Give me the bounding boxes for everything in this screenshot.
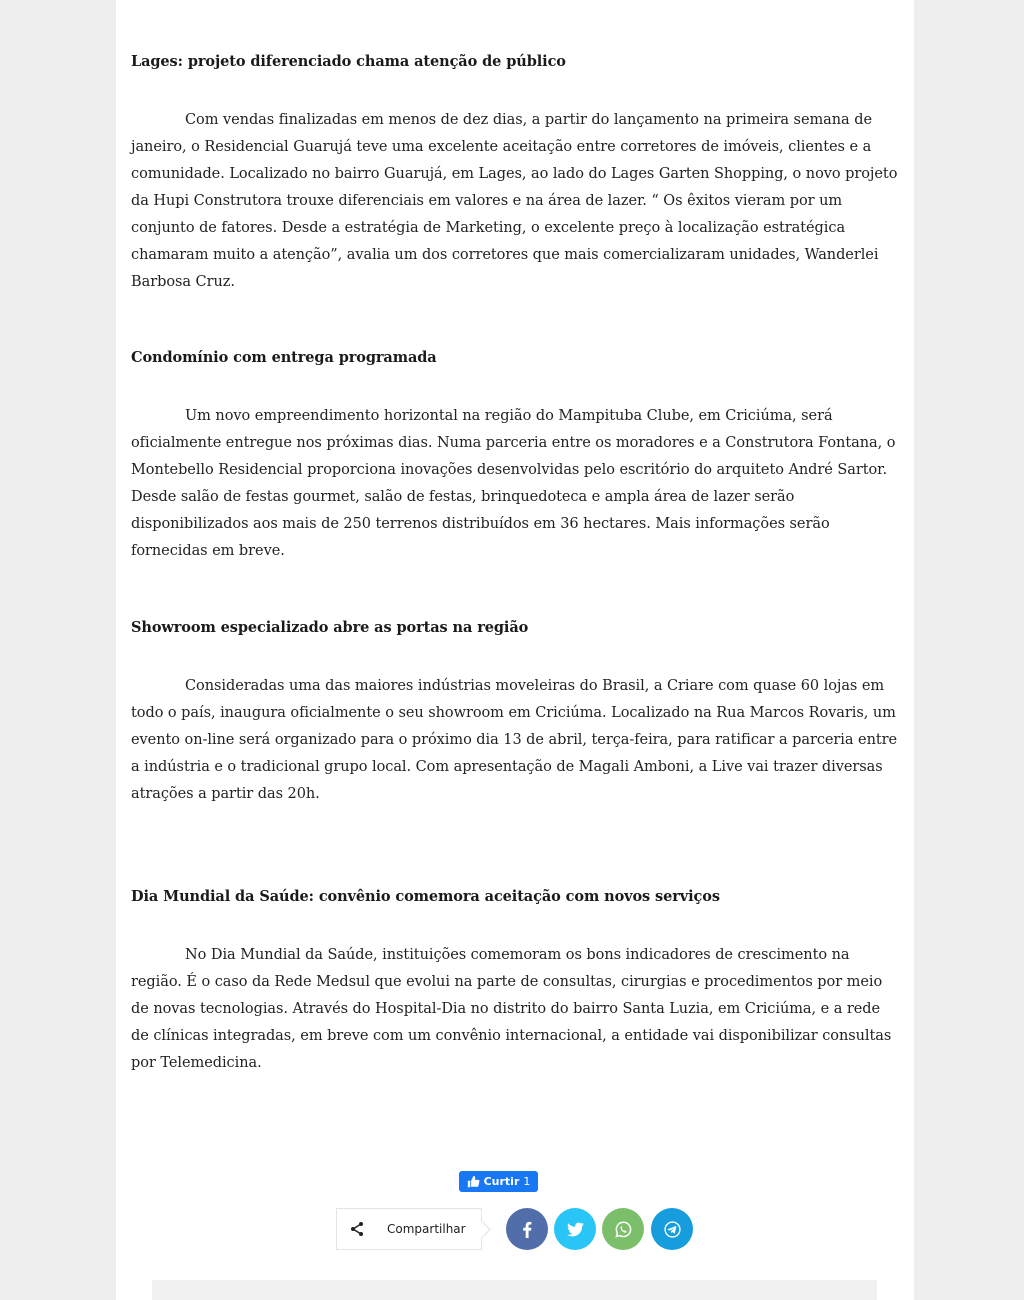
article-section <box>131 348 901 565</box>
whatsapp-icon <box>615 1221 632 1238</box>
section-paragraph: Com vendas finalizadas em menos de dez dias, a partir do lançamento na primeira semana de janeiro, o Residencial Guarujá teve uma excelente aceitação entre corretores de imóveis, clientes e a comunidade. Localizado no bairro Guarujá, em Lages, ao lado do Lages Garten Shopping, o novo projeto da Hupi Construtora trouxe diferenciais em valores e na área de lazer. “ Os êxitos vieram por um conjunto de fatores. Desde a estratégia de Marketing, o excelente preço à localização estratégica chamaram muito a atenção”, avalia um dos corretores que mais comercializaram unidades, Wanderlei Barbosa Cruz. <box>131 112 898 290</box>
facebook-share-button[interactable] <box>506 1208 548 1250</box>
footer-strip <box>152 1280 877 1300</box>
section-paragraph: No Dia Mundial da Saúde, instituições comemoram os bons indicadores de crescimento na região. É o caso da Rede Medsul que evolui na parte de consultas, cirurgias e procedimentos por meio de novas tecnologias. Através do Hospital-Dia no distrito do bairro Santa Luzia, em Criciúma, e a rede de clínicas integradas, em breve com um convênio internacional, a entidade vai disponibilizar consultas por Telemedicina. <box>131 947 892 1071</box>
article-section <box>131 52 901 296</box>
section-heading: Showroom especializado abre as portas na região <box>131 619 529 636</box>
article-section <box>131 887 901 1077</box>
share-label: Compartilhar <box>387 1222 466 1236</box>
section-heading: Dia Mundial da Saúde: convênio comemora aceitação com novos serviços <box>131 888 720 905</box>
section-paragraph: Consideradas uma das maiores indústrias moveleiras do Brasil, a Criare com quase 60 lojas em todo o país, inaugura oficialmente o seu showroom em Criciúma. Localizado na Rua Marcos Rovaris, um evento on-line será organizado para o próximo dia 13 de abril, terça-feira, para ratificar a parceria entre a indústria e o tradicional grupo local. Com apresentação de Magali Amboni, a Live vai trazer diversas atrações a partir das 20h. <box>131 678 898 802</box>
page-content <box>116 0 914 1300</box>
telegram-share-button[interactable] <box>651 1208 693 1250</box>
twitter-share-button[interactable] <box>554 1208 596 1250</box>
facebook-icon <box>519 1221 536 1238</box>
section-heading: Condomínio com entrega programada <box>131 349 437 366</box>
article-section <box>131 618 901 808</box>
like-label: Curtir <box>483 1175 520 1188</box>
telegram-icon <box>664 1221 681 1238</box>
section-heading: Lages: projeto diferenciado chama atenção de público <box>131 53 566 70</box>
section-paragraph: Um novo empreendimento horizontal na região do Mampituba Clube, em Criciúma, será oficialmente entregue nos próximas dias. Numa parceria entre os moradores e a Construtora Fontana, o Montebello Residencial proporciona inovações desenvolvidas pelo escritório do arquiteto André Sartor. Desde salão de festas gourmet, salão de festas, brinquedoteca e ampla área de lazer serão disponibilizados aos mais de 250 terrenos distribuídos em 36 hectares. Mais informações serão fornecidas em breve. <box>131 408 896 559</box>
share-icon <box>349 1221 365 1237</box>
twitter-icon <box>567 1221 584 1238</box>
thumbs-up-icon <box>467 1175 480 1188</box>
like-button[interactable] <box>459 1171 538 1192</box>
share-box[interactable] <box>336 1208 482 1250</box>
whatsapp-share-button[interactable] <box>602 1208 644 1250</box>
like-count: 1 <box>523 1175 531 1188</box>
